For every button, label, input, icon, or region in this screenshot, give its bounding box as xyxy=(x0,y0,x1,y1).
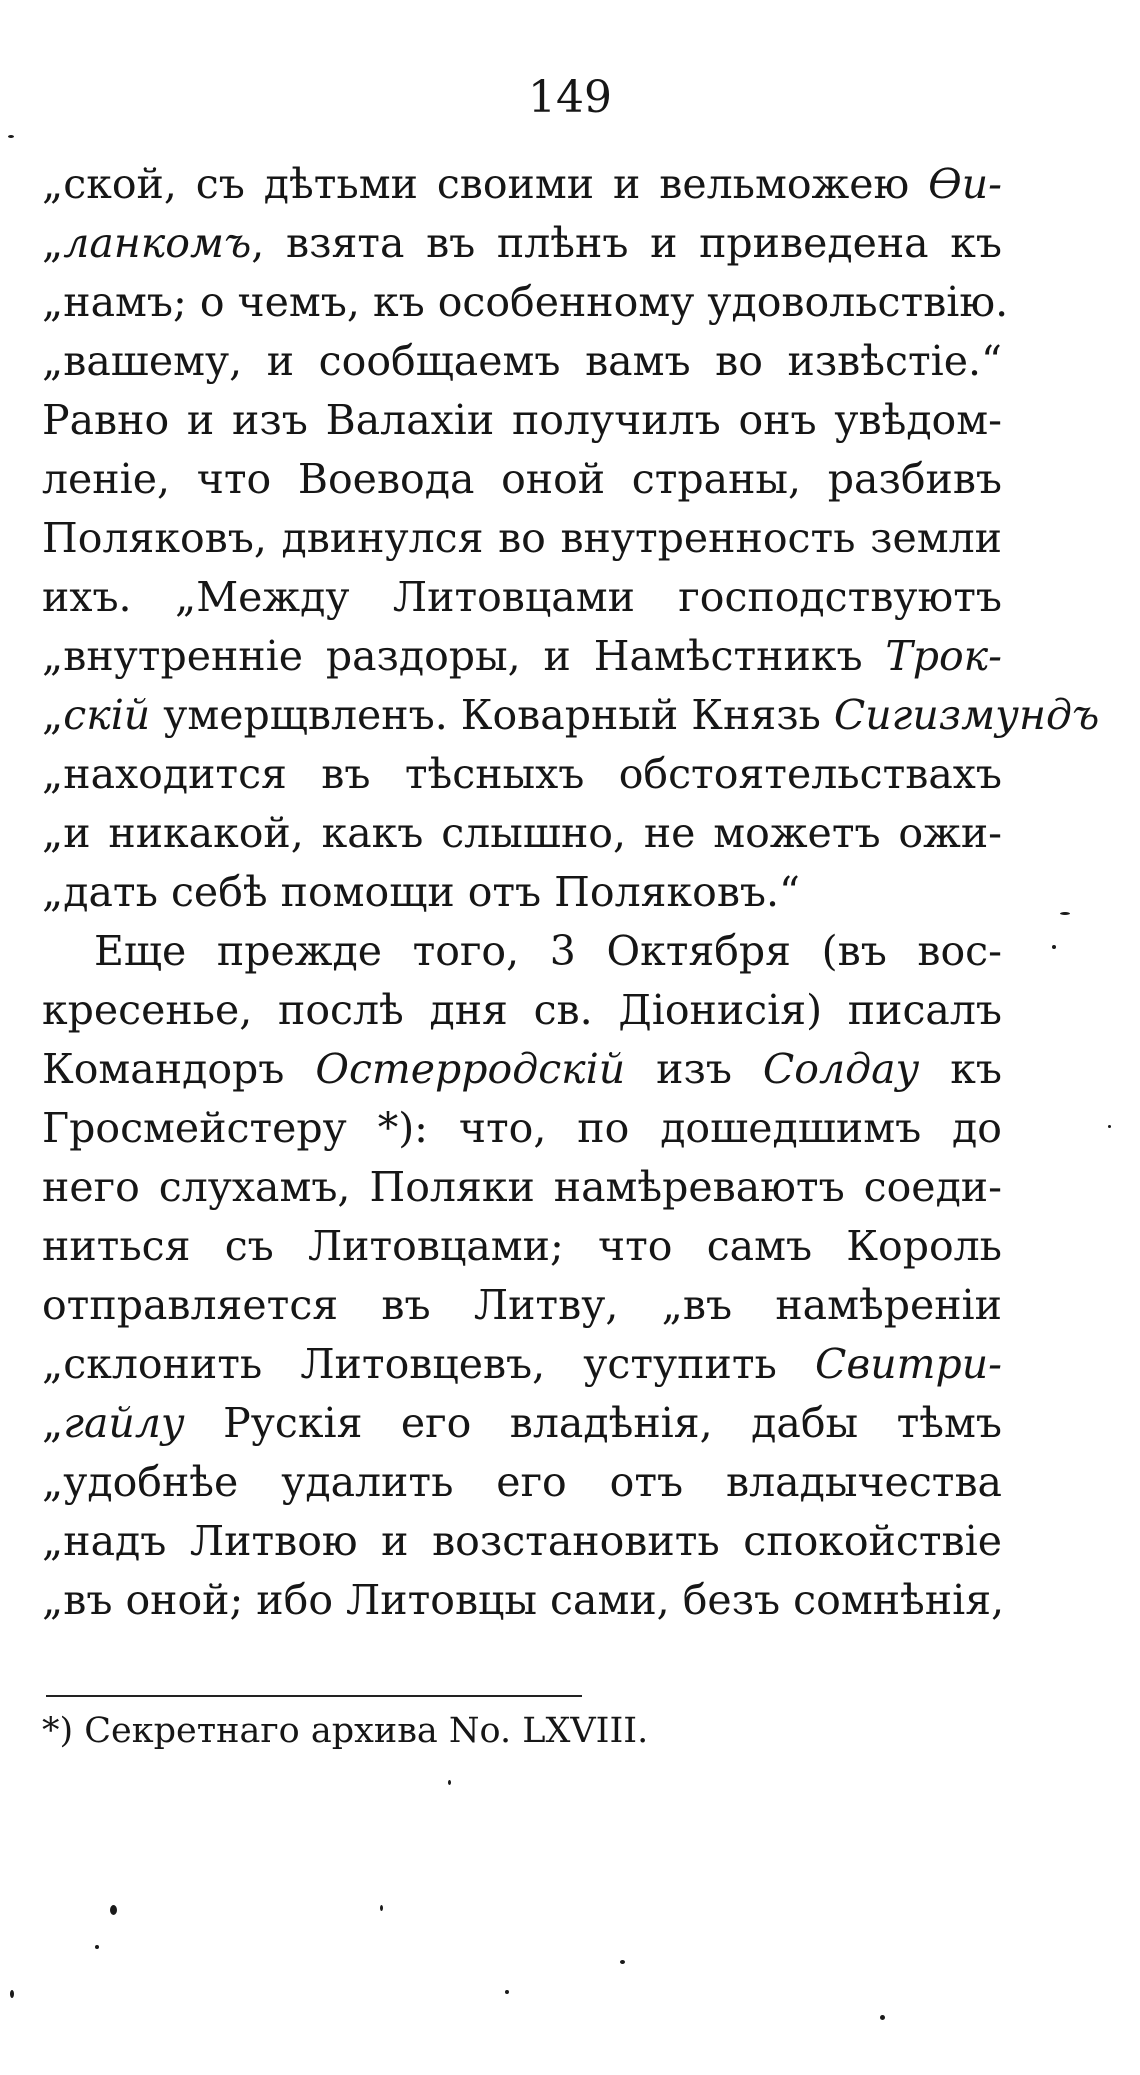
text-segment: „дать себѣ помощи отъ Поляковъ.“ xyxy=(42,868,800,916)
text-line xyxy=(42,332,1002,391)
print-speck xyxy=(95,1945,99,1949)
text-segment: ниться съ Литовцами; что самъ Король xyxy=(42,1222,1002,1270)
footnote-divider xyxy=(46,1695,582,1697)
italic-name: скій xyxy=(63,691,151,739)
print-speck xyxy=(1060,912,1070,915)
text-segment: „ xyxy=(42,691,64,739)
italic-name: ланкомъ xyxy=(63,219,252,267)
text-line xyxy=(42,922,1002,981)
italic-name: гайлу xyxy=(63,1399,185,1447)
text-line xyxy=(42,450,1002,509)
print-speck xyxy=(1052,945,1056,949)
print-speck xyxy=(380,1905,383,1911)
text-line xyxy=(42,273,1009,332)
text-line xyxy=(42,568,1002,627)
text-segment: „находится въ тѣсныхъ обстоятельствахъ xyxy=(42,750,1002,798)
text-segment: „удобнѣе удалить его отъ владычества xyxy=(42,1458,1002,1506)
text-segment: „склонить Литовцевъ, уступить xyxy=(42,1340,815,1388)
body-text xyxy=(42,155,1100,1630)
italic-name: Свитри- xyxy=(814,1340,1002,1388)
text-line xyxy=(42,1453,1002,1512)
text-segment: Поляковъ, двинулся во внутренность земли xyxy=(42,514,1002,562)
text-line xyxy=(42,686,1100,745)
italic-name: Трок- xyxy=(885,632,1002,680)
text-segment: къ xyxy=(919,1045,1002,1093)
text-line xyxy=(42,1217,1002,1276)
page-number: 149 xyxy=(528,72,612,123)
text-segment: Равно и изъ Валахіи получилъ онъ увѣдом- xyxy=(42,396,1002,444)
text-line xyxy=(42,509,1002,568)
print-speck xyxy=(1108,1125,1111,1128)
print-speck xyxy=(505,1990,509,1994)
text-line xyxy=(42,214,1002,273)
text-line xyxy=(42,1335,1002,1394)
text-line xyxy=(42,745,1002,804)
text-segment: „ской, съ дѣтьми своими и вельможею xyxy=(42,160,929,208)
text-line xyxy=(42,1099,1002,1158)
text-line xyxy=(42,1571,1005,1630)
italic-name: Ѳи- xyxy=(928,160,1002,208)
italic-name: Остерродскій xyxy=(315,1045,626,1093)
text-line xyxy=(42,981,1002,1040)
footnote: *) Секретнаго архива No. LXVIII. xyxy=(42,1711,649,1751)
text-line xyxy=(42,1158,1002,1217)
text-line xyxy=(42,1040,1002,1099)
italic-name: Сигизмундъ xyxy=(833,691,1100,739)
text-line xyxy=(42,1394,1002,1453)
text-segment: „надъ Литвою и возстановить спокойствіе xyxy=(42,1517,1002,1565)
text-segment: него слухамъ, Поляки намѣреваютъ соеди- xyxy=(42,1163,1002,1211)
print-speck xyxy=(620,1960,625,1964)
text-segment: „ xyxy=(42,1399,64,1447)
text-segment: Гросмейстеру *): что, по дошедшимъ до xyxy=(42,1104,1002,1152)
text-segment: леніе, что Воевода оной страны, разбивъ xyxy=(42,455,1002,503)
print-speck xyxy=(880,2015,885,2020)
text-segment: Командоръ xyxy=(42,1045,316,1093)
text-segment: „вашему, и сообщаемъ вамъ во извѣстіе.“ xyxy=(42,337,1002,385)
text-segment: кресенье, послѣ дня св. Діонисія) писалъ xyxy=(42,986,1002,1034)
text-segment: Еще прежде того, 3 Октября (въ вос- xyxy=(94,927,1002,975)
text-segment: ихъ. „Между Литовцами господствуютъ xyxy=(42,573,1002,621)
text-segment: „и никакой, какъ слышно, не можетъ ожи- xyxy=(42,809,1002,857)
text-line xyxy=(42,627,1002,686)
text-segment: „ xyxy=(42,219,64,267)
text-segment: изъ xyxy=(625,1045,763,1093)
text-segment: умерщвленъ. Коварный Князь xyxy=(150,691,834,739)
print-speck xyxy=(110,1905,117,1915)
text-segment: Рускія его владѣнія, дабы тѣмъ xyxy=(184,1399,1002,1447)
print-speck xyxy=(8,135,14,138)
print-speck xyxy=(448,1780,451,1785)
text-line xyxy=(42,1512,1002,1571)
text-segment: „въ оной; ибо Литовцы сами, безъ сомнѣнія, xyxy=(42,1576,1005,1624)
text-line xyxy=(42,155,1002,214)
text-line xyxy=(42,804,1002,863)
text-line xyxy=(42,863,1002,922)
text-segment: „намъ; о чемъ, къ особенному удовольствію. xyxy=(42,278,1009,326)
text-segment: , взята въ плѣнъ и приведена къ xyxy=(251,219,1002,267)
text-line xyxy=(42,391,1002,450)
text-segment: отправляется въ Литву, „въ намѣреніи xyxy=(42,1281,1002,1329)
italic-name: Солдау xyxy=(762,1045,920,1093)
text-segment: „внутренніе раздоры, и Намѣстникъ xyxy=(42,632,886,680)
print-speck xyxy=(10,1990,14,1998)
text-line xyxy=(42,1276,1002,1335)
